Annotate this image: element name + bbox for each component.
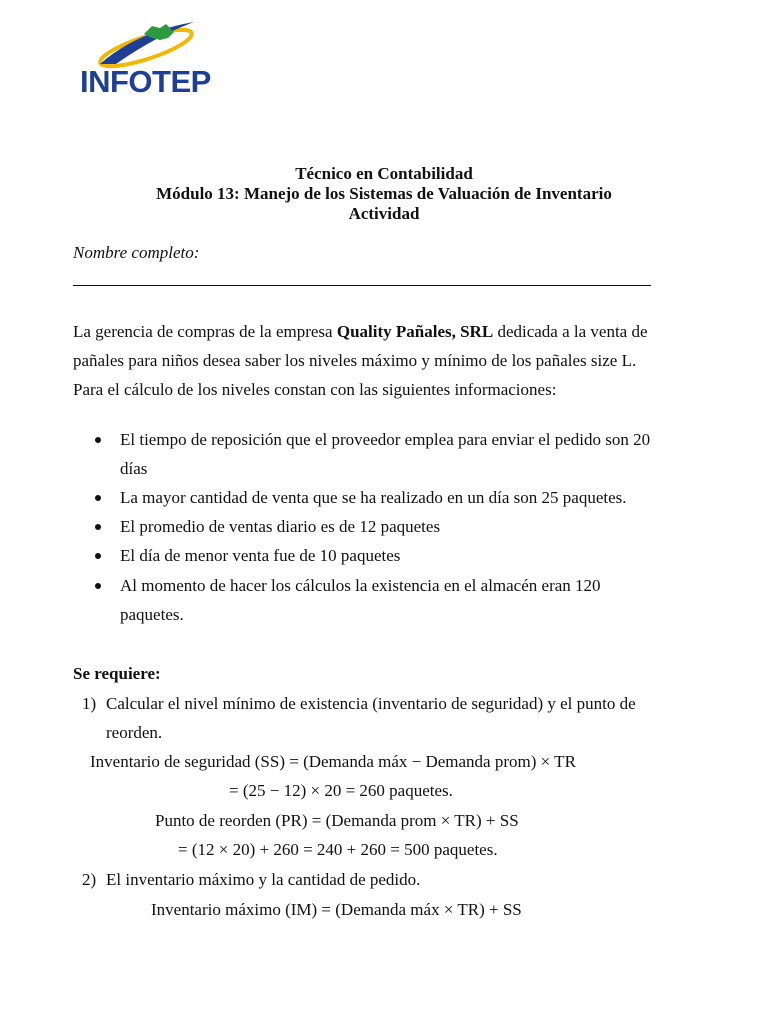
- formula-max-inventory: Inventario máximo (IM) = (Demanda máx × TR) + SS: [151, 900, 522, 919]
- activity-title: Actividad: [348, 204, 420, 223]
- bullet-1-line-1: El tiempo de reposición que el proveedor emplea para enviar el pedido son 20: [120, 430, 651, 449]
- infotep-logo: [76, 14, 221, 100]
- formula-reorder-point: Punto de reorden (PR) = (Demanda prom × TR) + SS: [155, 811, 519, 830]
- item-2-number: 2): [82, 870, 97, 889]
- bullet-3: El promedio de ventas diario es de 12 paquetes: [120, 517, 441, 536]
- bullet-dot: [95, 524, 101, 530]
- bullet-4: El día de menor venta fue de 10 paquetes: [120, 546, 401, 565]
- item-1-line-2: reorden.: [106, 723, 163, 742]
- item-1-line-1: Calcular el nivel mínimo de existencia (inventario de seguridad) y el punto de: [106, 694, 636, 713]
- intro-line-1: La gerencia de compras de la empresa Quality Pañales, SRL dedicada a la venta de: [73, 322, 648, 341]
- intro-line-2: pañales para niños desea saber los niveles máximo y mínimo de los pañales size L.: [73, 351, 637, 370]
- requirements-title: Se requiere:: [73, 664, 161, 683]
- bullet-dot: [95, 553, 101, 559]
- company-name: Quality Pañales, SRL: [336, 322, 494, 341]
- formula-safety-stock-result: = (25 − 12) × 20 = 260 paquetes.: [229, 781, 453, 800]
- name-label: Nombre completo:: [73, 243, 200, 262]
- formula-reorder-point-result: = (12 × 20) + 260 = 240 + 260 = 500 paquetes.: [178, 840, 498, 859]
- bullet-dot: [95, 437, 101, 443]
- bullet-1-line-2: días: [120, 459, 148, 478]
- bullet-5-line-1: Al momento de hacer los cálculos la existencia en el almacén eran 120: [120, 576, 601, 595]
- intro-line-3: Para el cálculo de los niveles constan con las siguientes informaciones:: [73, 380, 557, 399]
- course-title: Técnico en Contabilidad: [295, 164, 473, 183]
- item-1-number: 1): [82, 694, 97, 713]
- item-2-line-1: El inventario máximo y la cantidad de pedido.: [106, 870, 421, 889]
- name-underline: [73, 285, 651, 286]
- bullet-dot: [95, 583, 101, 589]
- logo-text: INFOTEP: [80, 64, 211, 99]
- bullet-dot: [95, 495, 101, 501]
- bullet-5-line-2: paquetes.: [120, 605, 184, 624]
- module-title: Módulo 13: Manejo de los Sistemas de Valuación de Inventario: [156, 184, 612, 203]
- bullet-2: La mayor cantidad de venta que se ha realizado en un día son 25 paquetes.: [120, 488, 627, 507]
- formula-safety-stock: Inventario de seguridad (SS) = (Demanda máx − Demanda prom) × TR: [90, 752, 576, 771]
